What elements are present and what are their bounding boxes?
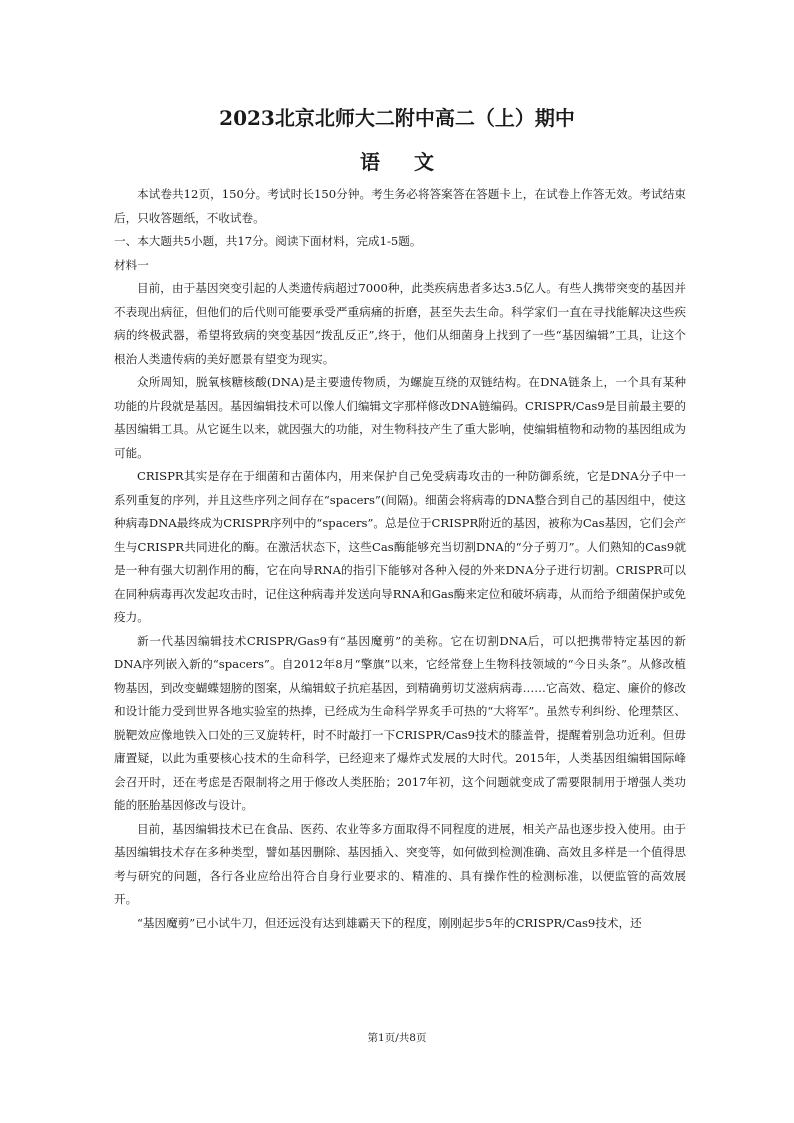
instructions-text: 本试卷共12页，150分。考试时长150分钟。考生务必将答案答在答题卡上，在试卷上作答无效。考试结束后，只收答题纸，不收试卷。 (114, 187, 686, 225)
page-footer: 第1页/共8页 (367, 1032, 427, 1044)
section-heading: 一、本大题共5小题，共17分。阅读下面材料，完成1-5题。 (114, 234, 422, 248)
material-label: 材料一 (114, 257, 149, 272)
paragraph: 众所周知，脱氧核糖核酸(DNA)是主要遗传物质，为螺旋互绕的双链结构。在DNA链条上，一个具有某种功能的片段就是基因。基因编辑技术可以像人们编辑文字那样修改DNA链编码。CRISPR/Cas9是目前最主要的基因编辑工具。从它诞生以来，就因强大的功能，对生物科技产生了重大影响，使编辑植物和动物的基因组成为可能。 (114, 375, 686, 460)
exam-title: 2023北京北师大二附中高二（上）期中 (219, 106, 575, 130)
paragraph: “基因魔剪”已小试牛刀，但还远没有达到雄霸天下的程度，刚刚起步5年的CRISPR/Cas9技术，还 (137, 915, 642, 930)
paragraph: 目前，基因编辑技术已在食品、医药、农业等多方面取得不同程度的进展，相关产品也逐步投入使用。由于基因编辑技术存在多种类型，譬如基因删除、基因插入、突变等，如何做到检测准确、高效且多样是一个值得思考与研究的问题，各行各业应给出符合自身行业要求的、精准的、具有操作性的检测标准，以便监管的高效展开。 (114, 821, 686, 906)
paragraph: 目前，由于基因突变引起的人类遗传病超过7000种，此类疾病患者多达3.5亿人。有些人携带突变的基因并不表现出病征，但他们的后代则可能要承受严重病痛的折磨，甚至失去生命。科学家们一直在寻找能解决这些疾病的终极武器，希望将致病的突变基因“拨乱反正”,终于，他们从细菌身上找到了一些“基因编辑”工具，让这个根治人类遗传病的美好愿景有望变为现实。 (114, 281, 686, 366)
paragraph: 新一代基因编辑技术CRISPR/Gas9有“基因魔剪”的美称。它在切割DNA后，可以把携带特定基因的新DNA序列嵌入新的“spacers”。自2012年8月“擎旗”以来，它经常登上生物科技领域的“今日头条”。从修改植物基因，到改变蝴蝶翅膀的图案，从编辑蚊子抗疟基因，到精确剪切艾滋病病毒……它高效、稳定、廉价的修改和设计能力受到世界各地实验室的热捧，已经成为生命科学界炙手可热的“大将军”。虽然专利纠纷、伦理禁区、脱靶效应像地铁入口处的三叉旋转杆，时不时敲打一下CRISPR/Cas9技术的膝盖骨，提醒着别急功近利。但毋庸置疑，以此为重要核心技术的生命科学，已经迎来了爆炸式发展的大时代。2015年，人类基因组编辑国际峰会召开时，还在考虑是否限制将之用于修改人类胚胎；2017年初，这个问题就变成了需要限制用于增强人类功能的胚胎基因修改与设计。 (114, 633, 686, 812)
exam-body (114, 183, 686, 935)
subject-heading: 语文 (360, 150, 468, 174)
paragraph: CRISPR其实是存在于细菌和古菌体内，用来保护自己免受病毒攻击的一种防御系统，它是DNA分子中一系列重复的序列，并且这些序列之间存在“spacers”(间隔)。细菌会将病毒的DNA整合到自己的基因组中，使这种病毒DNA最终成为CRISPR序列中的“spacers”。总是位于CRISPR附近的基因，被称为Cas基因，它们会产生与CRISPR共同进化的酶。在激活状态下，这些Cas酶能够充当切割DNA的“分子剪刀”。人们熟知的Cas9就是一种有强大切割作用的酶，它在向导RNA的指引下能够对各种入侵的外来DNA分子进行切割。CRISPR可以在同种病毒再次发起攻击时，记住这种病毒并发送向导RNA和Gas酶来定位和破坏病毒，从而给予细菌保护或免疫力。 (114, 469, 686, 624)
